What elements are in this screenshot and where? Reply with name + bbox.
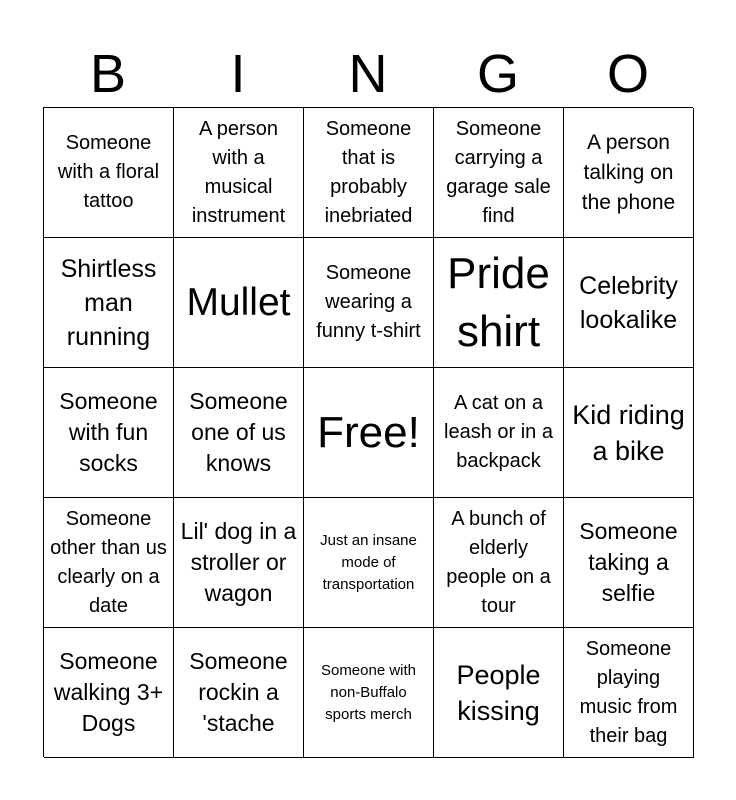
cell-text: Someone with fun socks [59,388,158,476]
cell-text: Someone that is probably inebriated [324,117,413,227]
bingo-cell[interactable] [174,628,304,758]
bingo-cell[interactable] [44,498,174,628]
cell-text: A cat on a leash or in a backpack [444,392,553,472]
bingo-cell[interactable] [44,238,174,368]
bingo-cell[interactable] [174,238,304,368]
cell-text: Someone carrying a garage sale find [446,117,551,227]
cell-text: Lil' dog in a stroller or wagon [180,518,297,606]
cell-text: Pride shirt [447,248,550,356]
bingo-grid [43,107,693,757]
bingo-cell[interactable] [564,108,694,238]
bingo-cell[interactable] [434,368,564,498]
bingo-cell[interactable] [44,108,174,238]
bingo-cell[interactable] [434,628,564,758]
bingo-cell[interactable] [434,498,564,628]
cell-text: Shirtless man running [60,254,157,351]
free-space[interactable] [304,368,434,498]
bingo-cell[interactable] [174,368,304,498]
bingo-cell[interactable] [304,108,434,238]
bingo-cell[interactable] [434,238,564,368]
cell-text: Someone with a floral tattoo [57,132,160,212]
header-letter-n: N [348,44,388,104]
bingo-cell[interactable] [44,628,174,758]
bingo-cell[interactable] [174,498,304,628]
bingo-cell[interactable] [174,108,304,238]
bingo-cell[interactable] [564,498,694,628]
cell-text: Someone with non-Buffalo sports merch [320,661,417,723]
cell-text: Someone walking 3+ Dogs [53,648,164,736]
bingo-cell[interactable] [304,628,434,758]
cell-text: Celebrity lookalike [579,271,678,334]
bingo-cell[interactable] [44,368,174,498]
header-letter-b: B [89,44,127,104]
cell-text: Someone other than us clearly on a date [50,507,167,617]
cell-text: Free! [317,407,420,457]
cell-text: A person talking on the phone [581,130,676,214]
cell-text: Someone taking a selfie [579,518,678,606]
bingo-cell[interactable] [304,498,434,628]
cell-text: Someone wearing a funny t-shirt [316,262,421,342]
cell-text: Mullet [186,280,291,324]
bingo-cell[interactable] [564,628,694,758]
cell-text: A bunch of elderly people on a tour [446,507,551,617]
cell-text: People kissing [456,659,541,726]
bingo-cell[interactable] [564,238,694,368]
bingo-cell[interactable] [564,368,694,498]
cell-text: Kid riding a bike [572,399,685,466]
cell-text: Someone one of us knows [189,388,288,476]
header-letter-o: O [606,44,649,104]
bingo-header [43,40,693,108]
bingo-cell[interactable] [434,108,564,238]
cell-text: Just an insane mode of transportation [320,531,417,593]
cell-text: Someone rockin a 'stache [189,648,288,736]
header-letter-g: G [476,44,519,104]
cell-text: A person with a musical instrument [191,117,286,227]
header-letter-i: I [230,44,246,104]
bingo-cell[interactable] [304,238,434,368]
cell-text: Someone playing music from their bag [579,637,678,747]
